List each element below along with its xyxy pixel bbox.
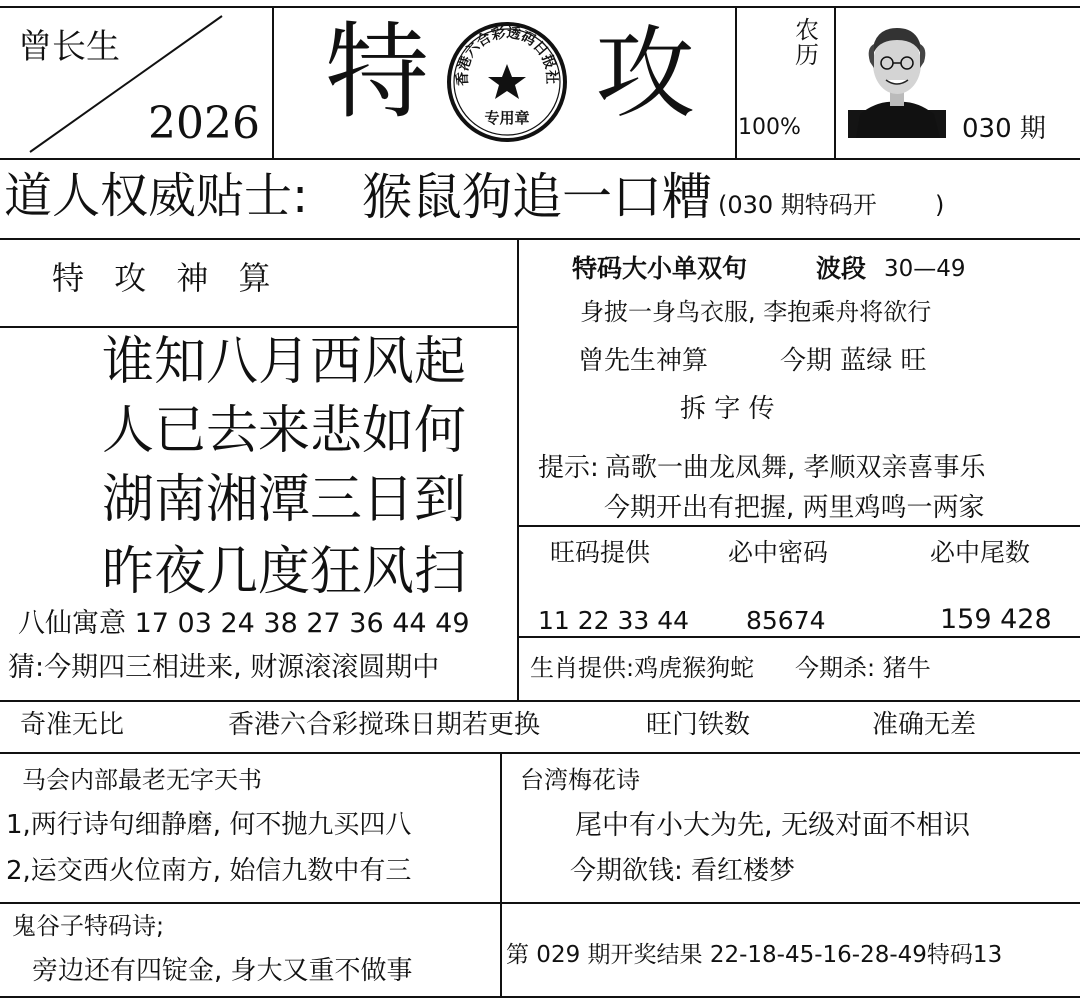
svg-text:香港六合彩透码日报社: 香港六合彩透码日报社 — [454, 25, 560, 87]
svg-text:专用章: 专用章 — [484, 109, 530, 127]
slogan-bottom-line — [0, 752, 1080, 754]
secret-numbers: 85674 — [746, 606, 826, 635]
guigu-poem-line: 旁边还有四锭金, 身大又重不做事 — [32, 956, 413, 986]
heavenly-book-line-1: 1,两行诗句细静磨, 何不抛九买四八 — [6, 810, 412, 840]
slogan-top-line — [0, 700, 1080, 702]
guess-line: 猜:今期四三相进来, 财源滚滚圆期中 — [8, 652, 440, 683]
title-gong: 攻 — [595, 15, 695, 132]
verse-line: 身披一身鸟衣服, 李抱乘舟将欲行 — [580, 298, 932, 326]
slogan-precise: 准确无差 — [872, 710, 977, 740]
numbers-underline — [518, 636, 1080, 638]
plum-poem-line-2: 今期欲钱: 看红楼梦 — [570, 856, 796, 886]
left-heading: 特 攻 神 算 — [52, 259, 281, 297]
header-bottom-line — [0, 158, 1080, 160]
seal-graphic — [445, 20, 569, 144]
slogan-iron-numbers: 旺门铁数 — [646, 710, 751, 740]
this-period-colors: 今期 蓝绿 旺 — [780, 346, 927, 376]
official-seal — [445, 20, 569, 144]
page-bottom-line — [0, 996, 1080, 998]
header-divider-3 — [834, 6, 836, 158]
percent-label: 100% — [738, 115, 801, 140]
middle-divider — [517, 238, 519, 700]
poem-line-3: 湖南湘潭三日到 — [102, 470, 467, 530]
author-name: 曾长生 — [18, 27, 120, 67]
hot-numbers: 11 22 33 44 — [538, 606, 690, 635]
bottom-middle-line — [0, 902, 1080, 904]
hint-line-2: 今期开出有把握, 两里鸡鸣一两家 — [604, 493, 985, 523]
guigu-title: 鬼谷子特码诗; — [12, 912, 165, 940]
banner-note-close: ) — [935, 191, 945, 219]
zeng-label: 曾先生神算 — [578, 346, 709, 376]
plum-poem-title: 台湾梅花诗 — [520, 766, 640, 794]
year-label: 2026 — [148, 98, 260, 149]
draw-result: 第 029 期开奖结果 22-18-45-16-28-49特码13 — [506, 942, 1003, 968]
zodiac-line: 生肖提供:鸡虎猴狗蛇 — [530, 654, 755, 682]
left-heading-line — [0, 326, 518, 328]
hot-numbers-header: 旺码提供 — [550, 538, 651, 567]
eight-immortals-numbers: 八仙寓意 17 03 24 38 27 36 44 49 — [18, 608, 470, 639]
wave-value: 30—49 — [884, 256, 966, 282]
secret-numbers-header: 必中密码 — [728, 538, 829, 567]
banner-main: 猴鼠狗追一口糟 — [362, 168, 712, 226]
header-divider-2 — [735, 6, 737, 158]
poem-line-2: 人已去来悲如何 — [102, 401, 467, 461]
header-divider-1 — [272, 6, 274, 158]
poem-line-1: 谁知八月西风起 — [102, 332, 467, 392]
wave-label: 波段 — [816, 254, 867, 283]
banner-note: (030 期特码开 — [718, 191, 877, 219]
hint-label: 提示: — [538, 453, 599, 483]
slogan-accurate: 奇准无比 — [20, 710, 125, 740]
hint-line-1: 高歌一曲龙凤舞, 孝顺双亲喜事乐 — [605, 453, 986, 483]
kill-line: 今期杀: 猪牛 — [795, 654, 931, 682]
size-oddeven-label: 特码大小单双句 — [572, 254, 748, 283]
lunar-label: 农历 — [795, 16, 819, 70]
poem-line-4: 昨夜几度狂风扫 — [102, 542, 467, 602]
banner-prefix: 道人权威贴士: — [4, 168, 309, 224]
title-te: 特 — [325, 11, 430, 133]
plum-poem-line-1: 尾中有小大为先, 无级对面不相识 — [575, 810, 971, 841]
tail-numbers-header: 必中尾数 — [930, 538, 1031, 567]
right-middle-line — [518, 525, 1080, 527]
tail-numbers: 159 428 — [940, 604, 1052, 635]
portrait-photo — [848, 18, 946, 138]
banner-bottom-line — [0, 238, 1080, 240]
issue-number: 030 期 — [962, 114, 1046, 144]
heavenly-book-title: 马会内部最老无字天书 — [22, 766, 262, 794]
slogan-date-change: 香港六合彩搅珠日期若更换 — [228, 710, 541, 740]
bottom-divider — [500, 752, 502, 996]
heavenly-book-line-2: 2,运交西火位南方, 始信九数中有三 — [6, 856, 412, 886]
split-character: 拆 字 传 — [680, 394, 775, 424]
